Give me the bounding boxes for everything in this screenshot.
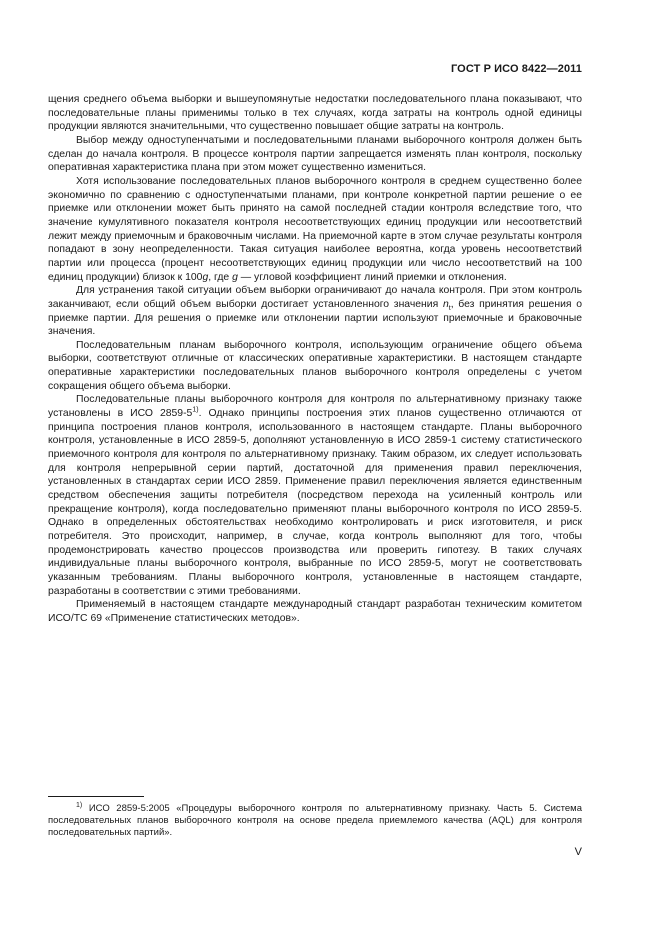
paragraph-3-part-1: Хотя использование последовательных планов выборочного контроля в среднем существенно более экономично по сравнению с одноступенчатыми планами, при контроле конкретной партии решение о ее приемке или отклонении может быть принято на самой последней стадии контроля вследствие того, что значение кумулятивного показателя контроля несоответствующих единиц продукции или несоответствий лежит между приемочным и браковочным числами. На приемочной карте в этом случае результаты контроля попадают в зону неопределенности. Такая ситуация наиболее вероятна, когда уровень несоответствий партии или процесса (процент несоответствующих единиц продукции или число несоответствий на 100 единиц продукции) близок к 100	[48, 175, 582, 283]
paragraph-2: Выбор между одноступенчатыми и последовательными планами выборочного контроля должен быть сделан до начала контроля. В процессе контроля партии запрещается изменять план контроля, поскольку оперативная характеристика плана при этом может существенно измениться.	[48, 134, 582, 174]
footnote-marker: 1)	[76, 801, 83, 809]
footnote-text: ИСО 2859-5:2005 «Процедуры выборочного контроля по альтернативному признаку. Часть 5. Система последовательных планов выборочного контроля на основе предела приемлемого качества (AQL) для контроля последовательных партий».	[48, 803, 582, 839]
paragraph-4	[48, 284, 582, 339]
footnote-separator	[48, 796, 144, 797]
paragraph-3-part-3: — угловой коэффициент линий приемки и отклонения.	[237, 271, 507, 283]
paragraph-6	[48, 393, 582, 598]
main-text	[48, 93, 582, 626]
paragraph-4-part-1: Для устранения такой ситуации объем выборки ограничивают до начала контроля. При этом контроль заканчивают, если общий объем выборки достигает установленного значения	[48, 285, 582, 310]
variable-g: g	[232, 271, 238, 283]
paragraph-4-part-2: , без принятия решения о приемке партии. Для решения о приемке или отклонении партии используют приемочные и браковочные значения.	[48, 298, 583, 338]
paragraph-1: щения среднего объема выборки и вышеупомянутые недостатки последовательного плана показывают, что последовательные планы применимы только в тех случаях, когда затраты на контроль одной единицы продукции являются значительными, что существенно повышает общие затраты на контроль.	[48, 94, 582, 133]
page-number: V	[574, 846, 582, 858]
paragraph-3-part-2: , где	[208, 271, 233, 283]
subscript-t: t	[448, 304, 451, 312]
paragraph-6-part-1: Последовательные планы выборочного контроля для контроля по альтернативному признаку также установлены в ИСО 2859-5	[48, 394, 582, 420]
document-header: ГОСТ Р ИСО 8422—2011	[450, 63, 582, 75]
variable-n: n	[442, 298, 449, 310]
footnote-paragraph	[48, 803, 582, 840]
paragraph-7: Применяемый в настоящем стандарте международный стандарт разработан техническим комитетом ИСО/ТС 69 «Применение статистических методов».	[48, 599, 582, 624]
variable-g: g	[202, 271, 209, 283]
footnote-reference: 1)	[192, 406, 199, 414]
paragraph-6-part-2: . Однако принципы построения этих планов существенно отличаются от принципа построения планов контроля, использованного в настоящем стандарте. Планы выборочного контроля, установленные в ИСО 2859-5, дополняют установленную в ИСО 2859-1 систему статистического приемочного контроля для контроля по альтернативному признаку. Таким образом, их следует использовать для контроля непрерывной серии партий, достаточной для применения правил переключения, установленных в стандартах серии ИСО 2859. Применение правил переключения является единственным средством обеспечения защиты потребителя (посредством перехода на усиленный контроль или прекращение контроля), когда последовательно применяют планы выборочного контроля по ИСО 2859-5. Однако в определенных обстоятельствах необходимо контролировать и риск изготовителя, и риск потребителя. Это происходит, например, в случае, когда контроль выполняют для того, чтобы продемонстрировать качество процессов производства или проверить гипотезу. В таких случаях индивидуальные планы выборочного контроля, выбранные по ИСО 2859-5, могут не соответствовать указанным требованиям. Планы выборочного контроля, установленные в настоящем стандарте, разработаны в соответствии с этими требованиями.	[48, 408, 583, 597]
footnote	[48, 803, 582, 840]
paragraph-3	[48, 175, 582, 284]
paragraph-5: Последовательным планам выборочного контроля, использующим ограничение общего объема выборки, соответствуют отличные от классических оперативные характеристики. В настоящем стандарте оперативные характеристики последовательных планов выборочного контроля определены с учетом сокращения общего объема выборки.	[48, 339, 582, 392]
